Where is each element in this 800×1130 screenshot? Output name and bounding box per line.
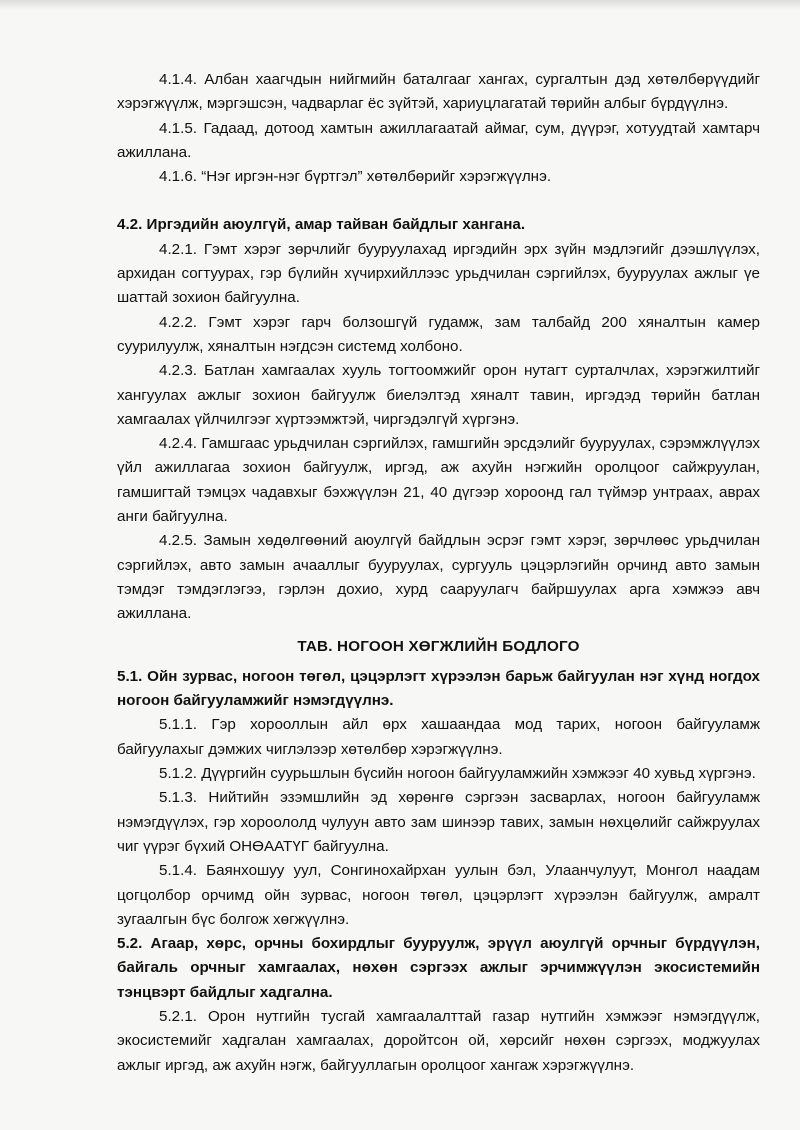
- item-5-1-2: 5.1.2. Дүүргийн суурьшлын бүсийн ногоон байгууламжийн хэмжээг 40 хувьд хүргэнэ.: [159, 765, 756, 783]
- scan-shadow: [0, 0, 800, 10]
- item-5-2-1: 5.2.1. Орон нутгийн тусгай хамгаалалттай газар нутгийн хэмжээг нэмэгдүүлж, экосистемийг хадгалан хамгаалах, доройтсон ой, хөрсийг нөхөн сэргээх, моджуулах ажлыг иргэд, аж ахуйн нэгж, байгууллагын оролцоог хангаж хэрэгжүүлнэ.: [117, 1007, 760, 1074]
- item-4-2-1: 4.2.1. Гэмт хэрэг зөрчлийг бууруулахад иргэдийн эрх зүйн мэдлэгийг дээшлүүлэх, архидан согтуурах, гэр бүлийн хүчирхийллээс урьдчилан сэргийлэх, бууруулах ажлыг үе шаттай зохион байгуулна.: [117, 240, 760, 307]
- heading-4-2: 4.2. Иргэдийн аюулгүй, амар тайван байдлыг хангана.: [117, 216, 526, 234]
- item-5-1-4: 5.1.4. Баянхошуу уул, Сонгинохайрхан уулын бэл, Улаанчулуут, Монгол наадам цогцолбор орчимд ойн зурвас, ногоон төгөл, цэцэрлэгт хүрээлэн байгуулж, амралт зугаалгын бүс болгож хөгжүүлнэ.: [117, 862, 760, 928]
- item-4-1-5: 4.1.5. Гадаад, дотоод хамтын ажиллагаатай аймаг, сум, дүүрэг, хотуудтай хамтарч ажиллана.: [117, 119, 760, 161]
- item-4-2-4: 4.2.4. Гамшгаас урьдчилан сэргийлэх, гамшгийн эрсдэлийг бууруулах, сэрэмжлүүлэх үйл ажиллагаа зохион байгуулж, иргэд, аж ахуйн нэгжийн оролцоог сайжруулан, гамшигтай тэмцэх чадавхыг бэхжүүлэн 21, 40 дүгээр хороонд гал түймэр унтраах, аврах анги байгуулна.: [117, 435, 760, 526]
- heading-5-1: 5.1. Ойн зурвас, ногоон төгөл, цэцэрлэгт хүрээлэн барьж байгуулан нэг хүнд ногдох ногоон байгууламжийг нэмэгдүүлнэ.: [117, 667, 760, 710]
- item-4-1-4: 4.1.4. Албан хаагчдын нийгмийн баталгааг хангах, сургалтын дэд хөтөлбөрүүдийг хэрэгжүүлж, мэргэшсэн, чадварлаг ёс зүйтэй, хариуцлагатай төрийн албыг бүрдүүлнэ.: [117, 71, 760, 113]
- section-title: ТАВ. НОГООН ХӨГЖЛИЙН БОДЛОГО: [297, 637, 580, 655]
- item-5-1-3: 5.1.3. Нийтийн эзэмшлийн эд хөрөнгө сэргээн засварлах, ногоон байгууламж нэмэгдүүлэх, гэр хороололд чулуун авто зам шинээр тавих, замын нөхцөлийг сайжруулах чиг үүрэг бүхий ОНӨААТҮГ байгуулна.: [117, 789, 760, 855]
- item-5-1-1: 5.1.1. Гэр хорооллын айл өрх хашаандаа мод тарих, ногоон байгууламж байгуулахыг дэмжих чиглэлээр хөтөлбөр хэрэгжүүлнэ.: [117, 716, 760, 758]
- item-4-2-5: 4.2.5. Замын хөдөлгөөний аюулгүй байдлын эсрэг гэмт хэрэг, зөрчлөөс урьдчилан сэргийлэх, авто замын ачааллыг бууруулах, сургууль цэцэрлэгийн орчинд авто замын тэмдэг тэмдэглэгээ, гэрлэн дохио, хурд сааруулагч байршуулах арга хэмжээ авч ажиллана.: [117, 532, 760, 623]
- item-4-1-6: 4.1.6. “Нэг иргэн-нэг бүртгэл” хөтөлбөрийг хэрэгжүүлнэ.: [159, 168, 552, 186]
- item-4-2-2: 4.2.2. Гэмт хэрэг гарч болзошгүй гудамж, зам талбайд 200 хяналтын камер суурилуулж, хяналтын нэгдсэн системд холбоно.: [117, 313, 760, 355]
- spacer: [117, 189, 760, 213]
- heading-5-2: 5.2. Агаар, хөрс, орчны бохирдлыг бууруулж, эрүүл аюулгүй орчныг бүрдүүлэн, байгаль орчныг хамгаалах, нөхөн сэргээх ажлыг эрчимжүүлэн экосистемийн тэнцвэрт байдлыг хадгална.: [117, 935, 760, 1001]
- item-4-2-3: 4.2.3. Батлан хамгаалах хууль тогтоомжийг орон нутагт сурталчлах, хэрэгжилтийг хангуулах ажлыг зохион байгуулж биелэлтэд хяналт тавин, иргэдэд төрийн батлан хамгаалах үйлчилгээг хүртээмжтэй, чиргэдэлгүй хүргэнэ.: [117, 362, 760, 428]
